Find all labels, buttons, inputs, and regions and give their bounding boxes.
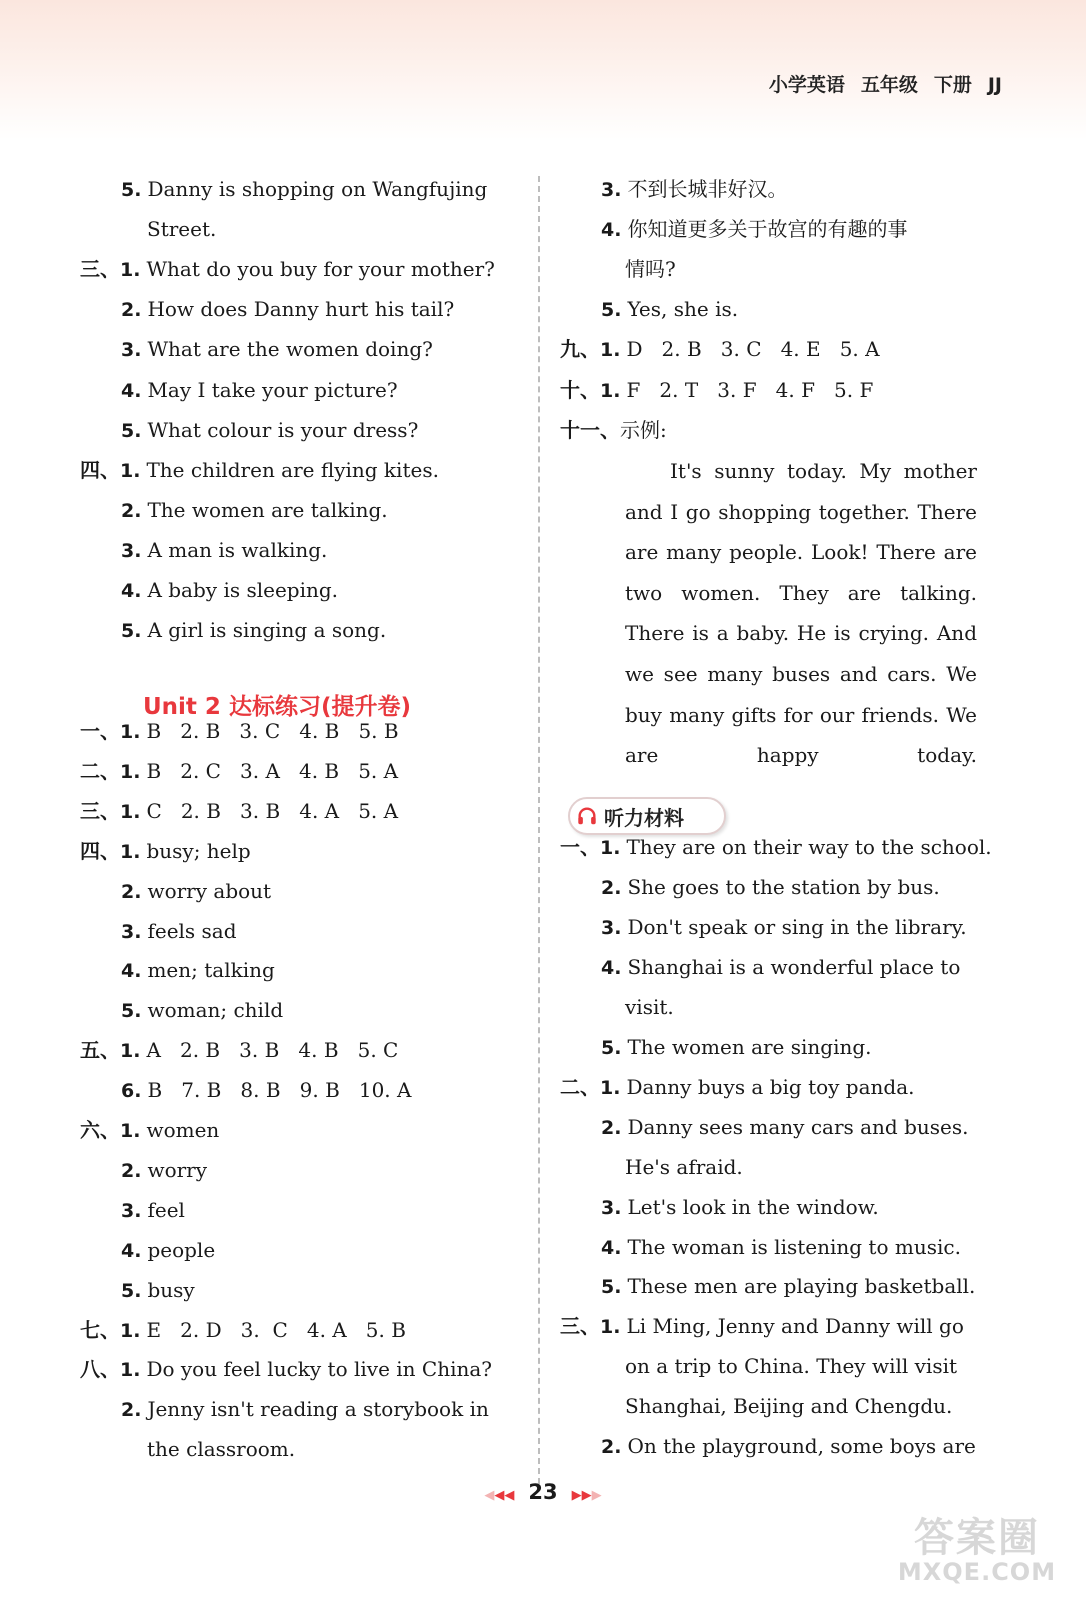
answer-line [80, 718, 399, 745]
listening-material-label [568, 797, 726, 835]
unit-title: Unit 2 达标练习(提升卷) [143, 694, 411, 720]
answer-line [80, 1317, 406, 1344]
answer-line [147, 216, 216, 242]
answer-line [625, 1154, 743, 1180]
answer-line [560, 417, 667, 443]
answer-text: On the playground, some boys are [627, 1434, 976, 1459]
question-number: 6. [121, 1080, 142, 1103]
prev-arrow-light-icon: ◀ [484, 1488, 495, 1503]
answer-text: worry [147, 1157, 208, 1182]
answer-text: women [146, 1118, 220, 1142]
answer-line [121, 296, 454, 323]
answer-text: Shanghai, Beijing and Chengdu. [625, 1394, 953, 1419]
answer-text: She goes to the station by bus. [627, 874, 940, 899]
answer-line [601, 1273, 975, 1300]
answer-line [601, 914, 967, 941]
book-info [753, 70, 1002, 97]
question-number: 1. [120, 1319, 141, 1342]
question-number: 4. [121, 379, 142, 402]
subject: 小学英语 [768, 74, 845, 96]
question-number: 1. [600, 1076, 621, 1099]
question-number: 5. [121, 1000, 142, 1023]
answer-line [80, 1356, 492, 1383]
essay-line: buy many gifts for our friends. We [625, 702, 977, 727]
question-number: 2. [121, 1399, 142, 1422]
answer-text: Jenny isn't reading a storybook in [147, 1397, 489, 1422]
answer-text: Do you feel lucky to live in China? [146, 1357, 493, 1382]
answer-line [121, 1157, 207, 1184]
answer-line [601, 954, 960, 981]
question-number: 1. [600, 1316, 621, 1339]
answer-text: visit. [625, 994, 674, 1019]
answer-line [80, 838, 251, 865]
question-number: 4. [121, 580, 142, 602]
question-number: 2. [121, 1159, 142, 1182]
answer-text: 情吗? [625, 257, 676, 282]
section-number: 十、 [560, 377, 600, 402]
answer-line [560, 1074, 915, 1101]
answer-text: Shanghai is a wonderful place to [627, 954, 961, 979]
answer-text: feels sad [147, 918, 237, 943]
answer-line [80, 457, 439, 484]
question-number: 5. [601, 1276, 622, 1299]
next-arrow-icon: ▶▶ [571, 1488, 592, 1503]
answer-text: He's afraid. [625, 1154, 743, 1179]
answer-line [80, 256, 495, 283]
answer-text: Danny is shopping on Wangfujing [147, 177, 488, 201]
answer-line [121, 1077, 411, 1104]
answer-text: Street. [147, 217, 217, 242]
question-number: 5. [121, 620, 142, 643]
grade: 五年级 [860, 74, 918, 96]
section-number: 三、 [560, 1314, 600, 1339]
answer-line [121, 997, 283, 1024]
answer-text: F 2. T 3. F 4. F 5. F [626, 377, 874, 402]
edition: JJ [987, 74, 1002, 96]
column-divider [538, 176, 540, 1484]
answer-text: A 2. B 3. B 4. B 5. C [146, 1038, 399, 1063]
essay-line: are happy today. [625, 743, 977, 768]
question-number: 1. [120, 800, 141, 823]
question-number: 4. [601, 219, 622, 242]
answer-text: Let's look in the window. [627, 1194, 879, 1219]
question-number: 3. [121, 920, 142, 943]
volume: 下册 [933, 74, 972, 96]
section-number: 二、 [80, 758, 120, 783]
question-number: 3. [121, 1199, 142, 1222]
prev-arrow-icon: ◀◀ [494, 1488, 515, 1503]
section-number: 七、 [80, 1317, 120, 1342]
answer-text: How does Danny hurt his tail? [147, 297, 455, 322]
question-number: 1. [600, 379, 621, 402]
answer-line [80, 1117, 219, 1144]
section-number: 四、 [80, 838, 120, 863]
answer-line [121, 617, 386, 644]
answer-text: What colour is your dress? [147, 417, 419, 442]
question-number: 2. [601, 1436, 622, 1459]
answer-line [560, 1313, 964, 1340]
answer-text: worry about [147, 878, 272, 903]
essay-line: It's sunny today. My mother [670, 459, 977, 483]
answer-text: A girl is singing a song. [147, 618, 387, 643]
answer-text: the classroom. [147, 1437, 296, 1462]
headphones-icon [576, 805, 598, 827]
answer-line [625, 1393, 952, 1419]
section-number: 八、 [80, 1357, 120, 1382]
question-number: 1. [120, 459, 141, 482]
section-number: 三、 [80, 798, 120, 823]
answer-line [121, 417, 418, 444]
answer-line [121, 957, 275, 984]
answer-text: people [147, 1237, 216, 1262]
answer-line [121, 1396, 489, 1423]
question-number: 1. [600, 339, 621, 362]
answer-line [601, 176, 787, 203]
question-number: 3. [121, 539, 142, 562]
section-number: 五、 [80, 1038, 120, 1063]
answer-text: Danny sees many cars and buses. [627, 1114, 969, 1139]
answer-line [601, 1433, 976, 1460]
question-number: 3. [601, 916, 622, 939]
question-number: 2. [121, 499, 142, 522]
question-number: 4. [121, 1239, 142, 1262]
question-number: 1. [120, 840, 141, 863]
question-number: 5. [121, 179, 142, 201]
section-number: 一、 [80, 719, 120, 743]
essay-line: are many people. Look! There are [625, 540, 977, 565]
next-arrow-light-icon: ▶ [591, 1488, 602, 1503]
answer-text: The women are singing. [627, 1034, 872, 1059]
answer-text: The children are flying kites. [146, 457, 439, 482]
section-number: 四、 [80, 457, 120, 482]
section-number: 十一、 [560, 417, 620, 442]
question-number: 2. [601, 876, 622, 899]
answer-text: on a trip to China. They will visit [625, 1354, 958, 1379]
question-number: 3. [121, 339, 142, 362]
answer-line [121, 336, 433, 363]
question-number: 5. [121, 1279, 142, 1302]
answer-line [121, 1197, 185, 1224]
answer-line [121, 176, 487, 203]
answer-line [625, 994, 674, 1020]
answer-text: B 2. C 3. A 4. B 5. A [146, 758, 399, 783]
watermark-url: MXQE.COM [897, 1558, 1057, 1586]
answer-text: May I take your picture? [147, 377, 398, 402]
question-number: 2. [121, 880, 142, 903]
answer-line [80, 798, 398, 825]
section-number: 九、 [560, 337, 600, 362]
answer-line [601, 1234, 961, 1261]
question-number: 2. [601, 1116, 622, 1139]
watermark [882, 1516, 1072, 1586]
answer-text: 不到长城非好汉。 [627, 177, 788, 201]
listening-label-text: 听力材料 [604, 806, 684, 830]
question-number: 4. [121, 960, 142, 983]
answer-line [601, 1194, 879, 1221]
section-number: 三、 [80, 257, 120, 282]
question-number: 4. [601, 956, 622, 979]
page-number: 23 [528, 1480, 558, 1504]
answer-line [121, 1237, 215, 1264]
question-number: 1. [120, 1120, 141, 1142]
section-number: 二、 [560, 1074, 600, 1099]
question-number: 3. [601, 179, 622, 201]
question-number: 5. [121, 419, 142, 442]
essay-line: we see many buses and cars. We [625, 662, 977, 686]
question-number: 4. [601, 1236, 622, 1259]
answer-line [121, 537, 327, 564]
watermark-chinese: 答案圈 [914, 1515, 1040, 1561]
answer-text: The women are talking. [147, 497, 388, 522]
answer-text: They are on their way to the school. [626, 835, 992, 859]
answer-text: D 2. B 3. C 4. E 5. A [626, 337, 880, 362]
answer-text: men; talking [147, 958, 275, 983]
answer-text: These men are playing basketball. [627, 1274, 976, 1299]
answer-text: C 2. B 3. B 4. A 5. A [146, 798, 399, 823]
answer-text: B 2. B 3. C 4. B 5. B [146, 719, 399, 743]
essay-line: There is a baby. He is crying. And [625, 621, 977, 646]
answer-text: 你知道更多关于故宫的有趣的事 [627, 217, 908, 242]
page-footer [0, 1480, 1086, 1510]
answer-text: woman; child [147, 998, 284, 1023]
answer-text: feel [147, 1197, 185, 1222]
question-number: 5. [601, 299, 622, 322]
answer-text: Danny buys a big toy panda. [626, 1074, 915, 1099]
answer-line [80, 758, 398, 785]
answer-line [560, 336, 880, 363]
answer-text: E 2. D 3. C 4. A 5. B [146, 1317, 406, 1342]
question-number: 1. [120, 760, 141, 783]
answer-line [560, 834, 992, 861]
answer-line [80, 1037, 398, 1064]
essay-line: and I go shopping together. There [625, 499, 977, 524]
answer-text: Yes, she is. [627, 297, 739, 322]
section-number: 六、 [80, 1118, 120, 1142]
answer-text: The woman is listening to music. [627, 1234, 961, 1259]
answer-line [601, 1114, 969, 1141]
answer-line [121, 918, 237, 945]
answer-line [121, 497, 388, 524]
question-number: 1. [120, 1040, 141, 1063]
answer-line [560, 377, 873, 404]
answer-line [601, 296, 738, 323]
section-number: 一、 [560, 835, 600, 859]
answer-line [121, 878, 271, 905]
answer-text: busy; help [146, 838, 251, 863]
question-number: 1. [600, 837, 621, 859]
question-number: 5. [601, 1036, 622, 1059]
answer-text: busy [147, 1277, 195, 1302]
question-number: 1. [120, 1359, 141, 1382]
question-number: 1. [120, 721, 141, 743]
answer-line [121, 377, 398, 404]
answer-text: What are the women doing? [147, 337, 433, 362]
answer-line [601, 1034, 872, 1061]
answer-text: What do you buy for your mother? [146, 257, 495, 282]
answer-text: Li Ming, Jenny and Danny will go [626, 1314, 964, 1339]
answer-line [121, 577, 338, 604]
question-number: 3. [601, 1196, 622, 1219]
essay-line: two women. They are talking. [625, 580, 977, 605]
answer-text: B 7. B 8. B 9. B 10. A [147, 1078, 412, 1103]
answer-text: Don't speak or sing in the library. [627, 914, 967, 939]
answer-line [625, 256, 676, 282]
answer-line [601, 874, 940, 901]
answer-line [147, 1436, 295, 1462]
answer-text: A baby is sleeping. [147, 578, 339, 602]
answer-text: A man is walking. [147, 537, 328, 562]
question-number: 1. [120, 259, 141, 282]
answer-line [121, 1277, 195, 1304]
answer-line [601, 216, 907, 243]
answer-line [625, 1353, 957, 1379]
question-number: 2. [121, 299, 142, 322]
answer-text: 示例: [620, 417, 667, 442]
